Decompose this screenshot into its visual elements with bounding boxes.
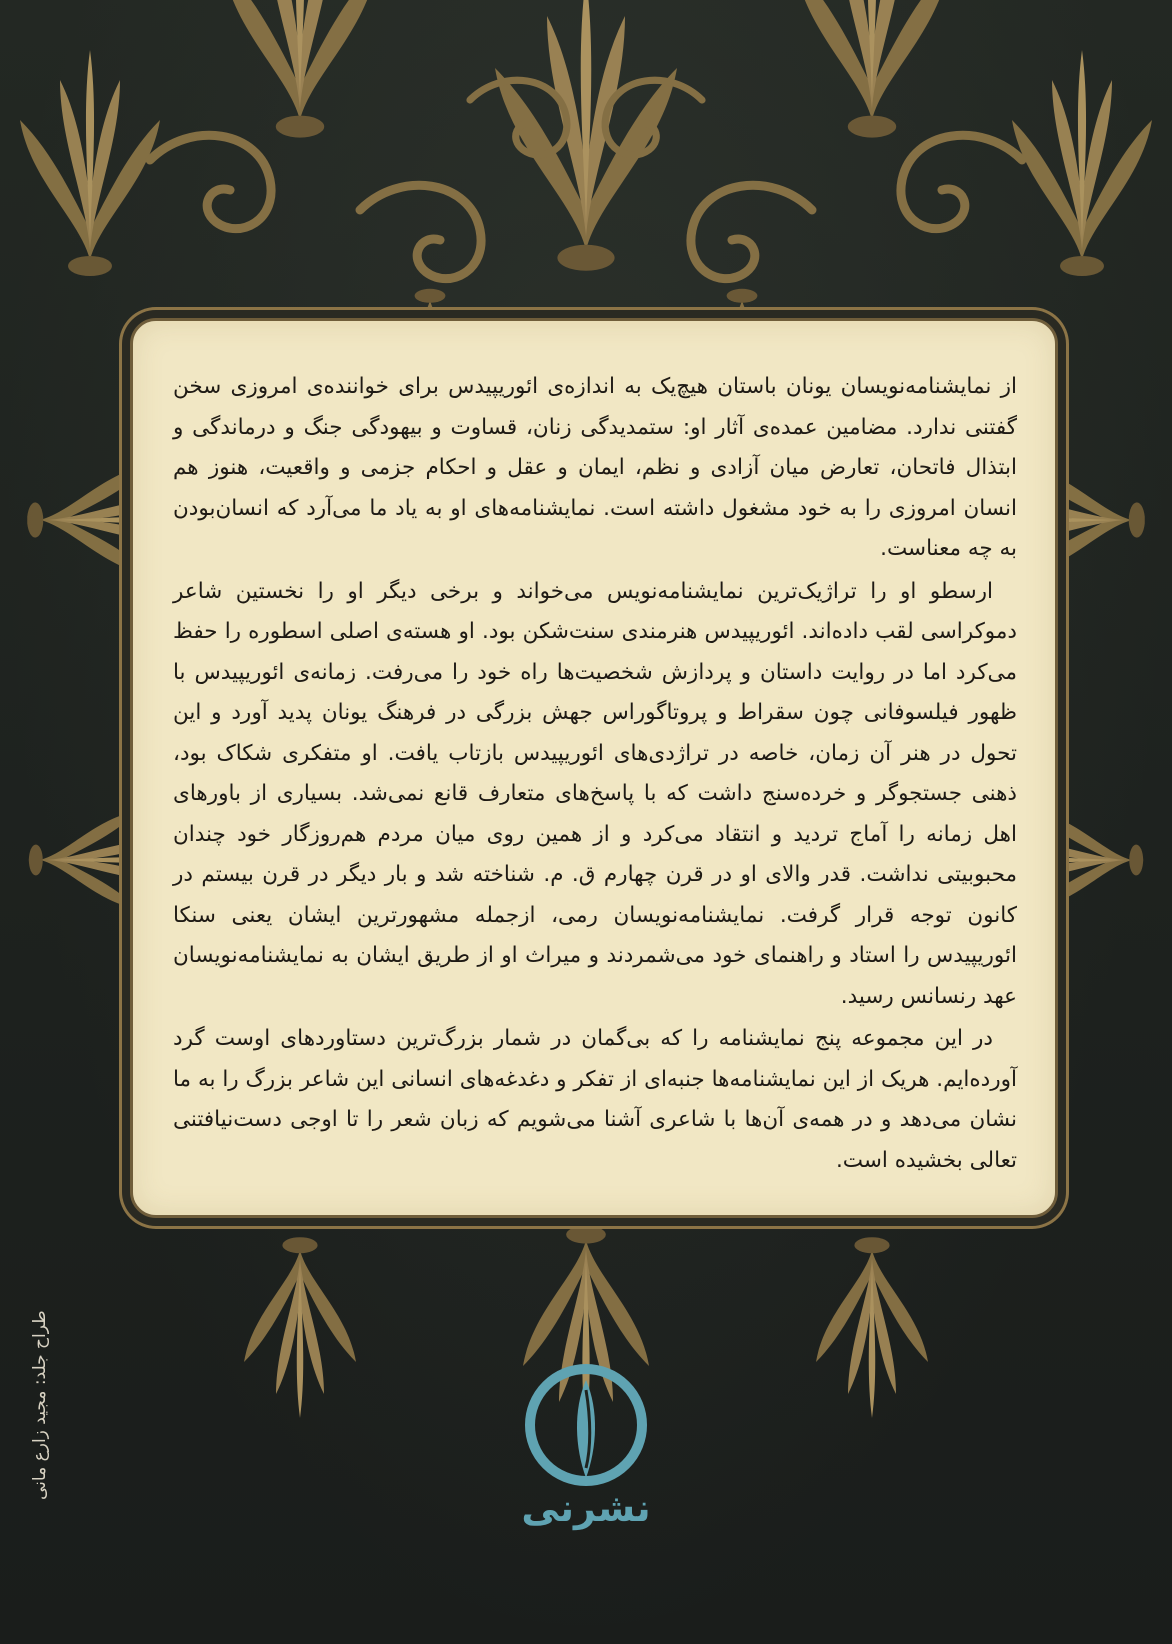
cover-designer-credit: طراح جلد: مجید زارع مانی — [30, 1310, 50, 1500]
synopsis-panel — [130, 318, 1058, 1218]
synopsis-paragraph: از نمایشنامه‌نویسان یونان باستان هیچ‌یک به اندازه‌ی ائوریپیدس برای خواننده‌ی امروزی سخن گفتنی ندارد. مضامین عمده‌ی آثار او: ستمدیدگی زنان، قساوت و بیهودگی جنگ و درماندگی و ابتذال فاتحان، تعارض میان آزادی و نظم، ایمان و عقل و احکام جزمی و واقعیت، هنوز هم انسان امروزی را به خود مشغول داشته است. نمایشنامه‌های او به یاد ما می‌آرد که انسان‌بودن به چه معناست. — [173, 374, 1017, 561]
synopsis-text — [173, 367, 1017, 1181]
synopsis-paragraph: در این مجموعه پنج نمایشنامه را که بی‌گمان در شمار بزرگ‌ترین دستاوردهای اوست گرد آورده‌ایم. هریک از این نمایشنامه‌ها جنبه‌ای از تفکر و دغدغه‌های انسانی این شاعر بزرگ را به ما نشان می‌دهد و در همه‌ی آن‌ها با شاعری آشنا می‌شویم که زبان شعر را تا اوجی دست‌نیافتنی تعالی بخشیده است. — [173, 1026, 1017, 1173]
synopsis-paragraph: ارسطو او را تراژیک‌ترین نمایشنامه‌نویس می‌خواند و برخی دیگر او را نخستین شاعر دموکراسی لقب داده‌اند. ائوریپیدس هنرمندی سنت‌شکن بود. او هسته‌ی اصلی اسطوره را حفظ می‌کرد اما در روایت داستان و پردازش شخصیت‌ها راه خود را می‌رفت. زمانه‌ی ائوریپیدس با ظهور فیلسوفانی چون سقراط و پروتاگوراس جهش بزرگی در فرهنگ یونان پدید آورد و این تحول در هنر آن زمان، خاصه در تراژدی‌های ائوریپیدس بازتاب یافت. او متفکری شکاک بود، ذهنی جستجوگر و خرده‌سنج داشت که با پاسخ‌های متعارف قانع نمی‌شد. بسیاری از باورهای اهل زمانه را آماج تردید و انتقاد می‌کرد و از همین روی میان مردم هم‌روزگار خود چندان محبوبیتی نداشت. قدر والای او در قرن چهارم ق. م. شناخته شد و بار دیگر در قرن بیستم در کانون توجه قرار گرفت. نمایشنامه‌نویسان رمی، ازجمله مشهورترین ایشان یعنی سنکا ائوریپیدس را استاد و راهنمای خود می‌شمردند و میراث او از طریق ایشان به نمایشنامه‌نویسان عهد رنسانس رسید. — [173, 578, 1017, 1009]
nashr-ney-reed-logo-icon — [521, 1360, 651, 1490]
publisher-name: نشرنی — [521, 1486, 651, 1530]
publisher-logo — [488, 1360, 684, 1560]
